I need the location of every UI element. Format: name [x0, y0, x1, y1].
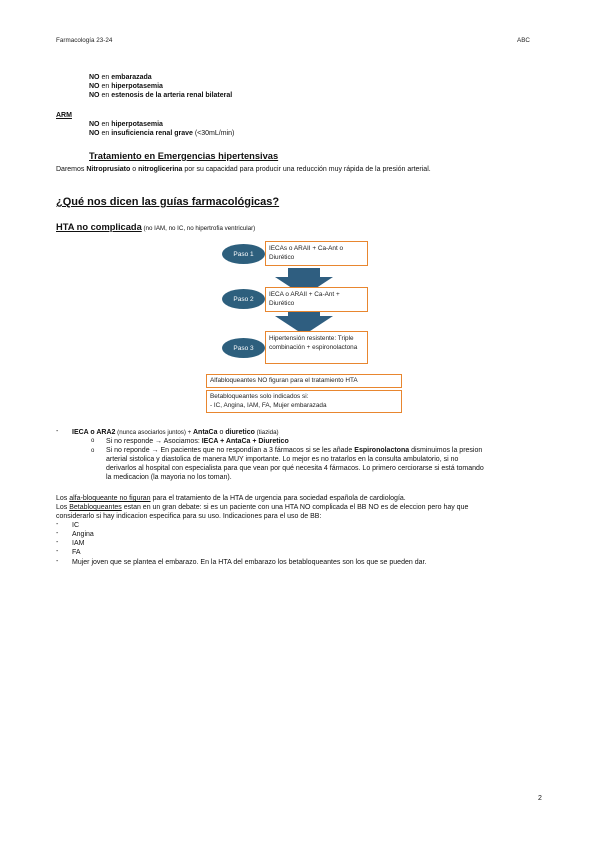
dash-bullet: - — [56, 521, 59, 528]
indication-item: IC — [72, 522, 79, 529]
header-abc: ABC — [517, 37, 530, 44]
subitem-no-response: Si no responde → Asociamos: IECA + AntaCa + Diuretico — [106, 438, 289, 445]
arm-line: NO en hiperpotasemia — [89, 121, 163, 128]
step-3-pill: Paso 3 — [222, 338, 265, 358]
indication-item: FA — [72, 549, 81, 556]
beta-blockers-paragraph: Los Betabloqueantes estan en un gran debate: si es un paciente con una HTA NO complicada el BB NO es de eleccion pero hay que — [56, 504, 469, 511]
section-title: ¿Qué nos dicen las guías farmacológicas? — [56, 196, 280, 208]
dash-bullet: - — [56, 428, 59, 435]
indication-item: Mujer joven que se plantea el embarazo. En la HTA del embarazo los betabloqueantes son los que se pueden dar. — [72, 559, 427, 566]
dash-bullet: - — [56, 558, 59, 565]
arm-title: ARM — [56, 112, 72, 119]
step-1-pill: Paso 1 — [222, 244, 265, 264]
circle-bullet: o — [91, 438, 95, 444]
beta-blockers-note: Betabloqueantes solo indicados si: - IC, Angina, IAM, FA, Mujer embarazada — [206, 390, 402, 413]
contraindication-line: NO en embarazada — [89, 74, 152, 81]
page-number: 2 — [538, 795, 542, 802]
circle-bullet: o — [91, 448, 95, 454]
subitem-resistant-line: arterial sistolica y diastolica de manera MUY importante. Lo mejor es no tratarlos en la consulta ambulatorio, si no — [106, 456, 459, 463]
indication-item: Angina — [72, 531, 94, 538]
alpha-blockers-paragraph: Los alfa-bloqueante no figuran para el tratamiento de la HTA de urgencia para sociedad española de cardiología. — [56, 495, 406, 502]
dash-bullet: - — [56, 530, 59, 537]
contraindication-line: NO en hiperpotasemia — [89, 83, 163, 90]
step-2-pill: Paso 2 — [222, 289, 265, 309]
header-course: Farmacología 23-24 — [56, 37, 113, 44]
indication-item: IAM — [72, 540, 85, 547]
subitem-resistant-line: la medicacion (la mayoria no los toman). — [106, 474, 232, 481]
emergency-title: Tratamiento en Emergencias hipertensivas — [89, 151, 279, 161]
alpha-blockers-note: Alfabloqueantes NO figuran para el tratamiento HTA — [206, 374, 402, 388]
contraindication-line: NO en estenosis de la arteria renal bilateral — [89, 92, 233, 99]
dash-bullet: - — [56, 539, 59, 546]
treatment-item: IECA o ARA2 (nunca asociarlos juntos) + AntaCa o diuretico (tiazida) — [72, 429, 279, 436]
subitem-resistant-line: derivarlos al hospital con especialista para que vean por qué necesita 4 fármacos. Lo primero cerciorarse si está tomando — [106, 465, 484, 472]
dash-bullet: - — [56, 548, 59, 555]
arm-line: NO en insuficiencia renal grave (<30mL/min) — [89, 130, 235, 137]
step-2-box: IECA o ARAII + Ca-Ant + Diurético — [265, 287, 368, 312]
step-3-box: Hipertensión resistente: Triple combinación + espironolactona — [265, 331, 368, 364]
emergency-text: Daremos Nitroprusiato o nitroglicerina por su capacidad para producir una reducción muy rápida de la presión arterial. — [56, 166, 431, 173]
beta-blockers-paragraph-line: considerarlo si hay indicacion especifica para su uso. Indicaciones para el uso de BB: — [56, 513, 322, 520]
hta-heading: HTA no complicada (no IAM, no IC, no hipertrofia ventricular) — [56, 222, 256, 232]
subitem-resistant: Si no reponde → En pacientes que no respondían a 3 fármacos si se les añade Espironolactona disminuimos la presion — [106, 447, 483, 454]
step-1-box: IECAs o ARAII + Ca-Ant o Diurético — [265, 241, 368, 266]
